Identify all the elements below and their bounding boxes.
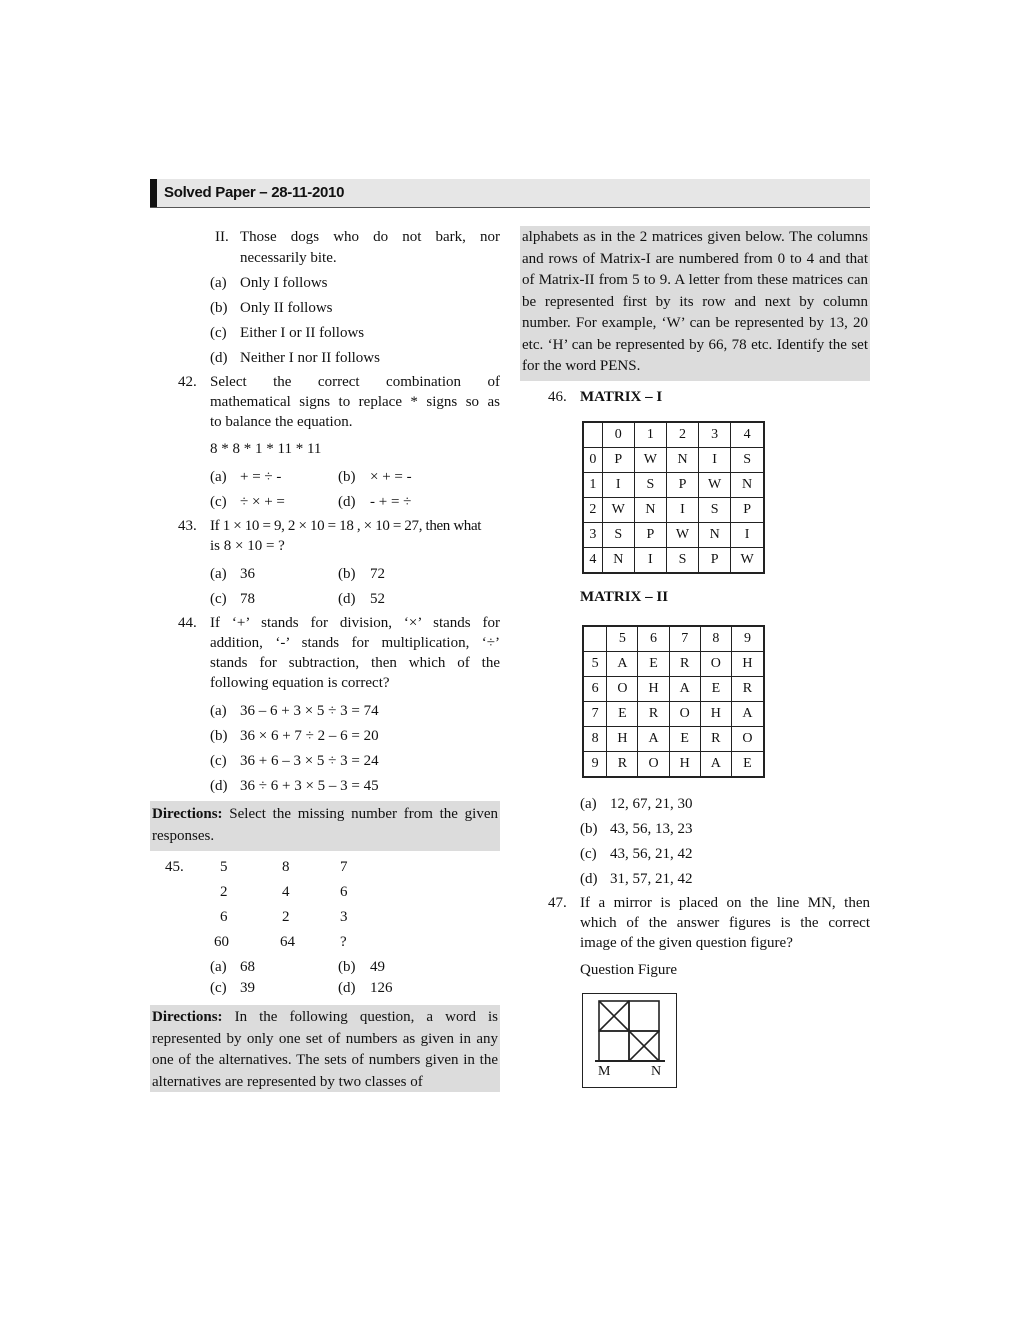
option-label: (c) [210,591,227,607]
number-cell: 60 [214,934,229,950]
directions-box [150,1005,500,1092]
matrix-cell: R [669,651,700,676]
matrix-cell: E [700,676,731,701]
option-text: 36 ÷ 6 + 3 × 5 – 3 = 45 [240,778,379,794]
question-line: If ‘+’ stands for division, ‘×’ stands for [210,615,500,631]
matrix-cell: 8 [700,626,731,651]
matrix-cell: P [602,447,634,472]
option-label: (d) [338,980,356,996]
matrix-cell: W [699,472,731,497]
matrix-cell: P [699,547,731,573]
option-text: × + = - [370,469,412,485]
matrix-cell: 9 [731,626,764,651]
number-cell: 5 [220,859,228,875]
option-text: - + = ÷ [370,494,412,510]
header-title: Solved Paper – 28-11-2010 [164,184,345,201]
statement-label: II. [215,229,229,245]
option-label: (a) [580,796,597,812]
question-line: If 1 × 10 = 9, 2 × 10 = 18 , × 10 = 27, then what [210,518,482,534]
matrix-cell: P [666,472,698,497]
option-text: ÷ × + = [240,494,285,510]
matrix-cell: 1 [634,422,666,447]
matrix-cell: W [731,547,764,573]
option-text: 31, 57, 21, 42 [610,871,693,887]
option-text: Either I or II follows [240,325,365,341]
directions-body: Select the missing number from the given responses. [152,806,498,844]
matrix-cell: S [699,497,731,522]
matrix-cell: A [607,651,638,676]
option-label: (a) [210,703,227,719]
option-text: 39 [240,980,255,996]
number-cell: 8 [282,859,290,875]
number-cell: 4 [282,884,290,900]
option-text: 36 [240,566,255,582]
matrix-cell: N [666,447,698,472]
question-line: addition, ‘-’ stands for multiplication, ‘÷’ [210,635,500,651]
matrix-cell: H [731,651,764,676]
question-line: which of the answer figures is the correct [580,915,870,931]
directions-text: alphabets as in the 2 matrices given below. The columns and rows of Matrix-I are numbered from 0 to 4 and that of Matrix-II from 5 to 9. A letter from these matrices can be represented first by its row and next by column number. For example, ‘W’ can be represented by 13, 20 etc. ‘H’ can be represented by 66, 78 etc. Identify the set for the word PENS. [522,229,868,374]
option-text: + = ÷ - [240,469,282,485]
matrix-cell: S [666,547,698,573]
matrix-cell: 5 [583,651,607,676]
option-text: 36 – 6 + 3 × 5 ÷ 3 = 74 [240,703,379,719]
statement-line: Those dogs who do not bark, nor [240,229,500,245]
option-text: 78 [240,591,255,607]
option-text: 43, 56, 21, 42 [610,846,693,862]
matrix-cell: O [700,651,731,676]
question-line: is 8 × 10 = ? [210,538,285,554]
directions-heading: Directions: [152,1009,223,1025]
option-text: 36 + 6 – 3 × 5 ÷ 3 = 24 [240,753,379,769]
question-line: mathematical signs to replace * signs so as [210,394,500,410]
option-label: (b) [210,300,228,316]
option-label: (c) [210,753,227,769]
number-cell: 6 [220,909,228,925]
option-label: (d) [338,494,356,510]
option-label: (b) [210,728,228,744]
matrix-title: MATRIX – II [580,589,669,605]
mirror-label-n: N [651,1064,662,1079]
equation: 8 * 8 * 1 * 11 * 11 [210,441,322,457]
matrix-cell: O [607,676,638,701]
directions-body: In the following question, a word is represented by only one set of numbers as given in any one of the alternatives. The sets of numbers given in the alternatives are represented by two classes of [152,1009,498,1090]
matrix-cell: A [669,676,700,701]
matrix-cell: E [638,651,669,676]
matrix-cell: N [699,522,731,547]
matrix-cell: H [669,751,700,777]
matrix-cell [583,626,607,651]
matrix-cell: I [634,547,666,573]
option-label: (c) [210,494,227,510]
matrix-cell: 2 [583,497,602,522]
matrix-cell: 7 [669,626,700,651]
matrix-cell [583,422,602,447]
matrix-cell: 4 [583,547,602,573]
mirror-label-m: M [598,1064,611,1079]
question-number: 43. [178,518,197,534]
matrix-cell: I [666,497,698,522]
matrix-cell: 2 [666,422,698,447]
directions-box-continued [520,226,870,381]
matrix-cell: I [699,447,731,472]
option-text: Neither I nor II follows [240,350,380,366]
matrix-cell: H [700,701,731,726]
matrix-cell: N [634,497,666,522]
number-cell: ? [340,934,347,950]
option-label: (c) [210,325,227,341]
matrix-cell: 5 [607,626,638,651]
question-figure [582,993,677,1088]
matrix-cell: E [731,751,764,777]
matrix-cell: N [731,472,764,497]
option-text: 12, 67, 21, 30 [610,796,693,812]
matrix-cell: R [731,676,764,701]
page-header [150,179,870,208]
option-text: Only I follows [240,275,328,291]
matrix-cell: S [634,472,666,497]
matrix-1 [582,421,765,574]
option-label: (b) [338,566,356,582]
matrix-cell: 8 [583,726,607,751]
question-number: 45. [165,859,184,875]
matrix-cell: P [634,522,666,547]
question-number: 47. [548,895,567,911]
matrix-cell: P [731,497,764,522]
directions-text [152,1007,498,1093]
question-line: image of the given question figure? [580,935,793,951]
option-label: (b) [580,821,598,837]
option-label: (a) [210,469,227,485]
question-line: to balance the equation. [210,414,353,430]
question-line: following equation is correct? [210,675,390,691]
matrix-cell: R [638,701,669,726]
matrix-cell: I [602,472,634,497]
matrix-cell: I [731,522,764,547]
matrix-cell: R [700,726,731,751]
matrix-title: MATRIX – I [580,389,663,405]
option-text: 36 × 6 + 7 ÷ 2 – 6 = 20 [240,728,379,744]
option-label: (a) [210,566,227,582]
matrix-cell: W [634,447,666,472]
matrix-cell: 9 [583,751,607,777]
option-text: 49 [370,959,385,975]
option-label: (d) [338,591,356,607]
matrix-cell: A [731,701,764,726]
matrix-cell: R [607,751,638,777]
question-line: If a mirror is placed on the line MN, then [580,895,870,911]
question-number: 42. [178,374,197,390]
matrix-cell: 0 [602,422,634,447]
matrix-cell: S [602,522,634,547]
matrix-cell: O [638,751,669,777]
directions-box [150,801,500,851]
option-label: (b) [338,469,356,485]
directions-heading: Directions: [152,806,223,822]
statement-line: necessarily bite. [240,250,337,266]
option-text: 126 [370,980,393,996]
matrix-cell: 6 [583,676,607,701]
option-label: (a) [210,275,227,291]
number-cell: 6 [340,884,348,900]
matrix-cell: 3 [583,522,602,547]
matrix-cell: A [700,751,731,777]
option-label: (c) [580,846,597,862]
question-number: 44. [178,615,197,631]
matrix-cell: W [602,497,634,522]
question-line: stands for subtraction, then which of the [210,655,500,671]
directions-text [152,804,498,847]
figure-label: Question Figure [580,962,678,978]
option-label: (d) [210,350,228,366]
matrix-cell: O [669,701,700,726]
matrix-cell: 6 [638,626,669,651]
question-number: 46. [548,389,567,405]
question-line: Select the correct combination of [210,374,500,390]
option-label: (a) [210,959,227,975]
option-text: 52 [370,591,385,607]
option-text: 72 [370,566,385,582]
matrix-cell: H [607,726,638,751]
option-text: 68 [240,959,255,975]
option-text: Only II follows [240,300,333,316]
matrix-cell: A [638,726,669,751]
matrix-cell: E [607,701,638,726]
number-cell: 64 [280,934,295,950]
header-bar [150,179,157,207]
matrix-cell: O [731,726,764,751]
option-label: (c) [210,980,227,996]
matrix-cell: W [666,522,698,547]
number-cell: 2 [220,884,228,900]
matrix-cell: 4 [731,422,764,447]
option-label: (d) [580,871,598,887]
matrix-cell: 1 [583,472,602,497]
matrix-cell: H [638,676,669,701]
matrix-cell: 3 [699,422,731,447]
matrix-cell: 0 [583,447,602,472]
matrix-2 [582,625,765,778]
matrix-cell: E [669,726,700,751]
number-cell: 3 [340,909,348,925]
matrix-cell: N [602,547,634,573]
matrix-cell: S [731,447,764,472]
number-cell: 7 [340,859,348,875]
matrix-cell: 7 [583,701,607,726]
option-text: 43, 56, 13, 23 [610,821,693,837]
option-label: (b) [338,959,356,975]
number-cell: 2 [282,909,290,925]
option-label: (d) [210,778,228,794]
question-figure-drawing [583,994,676,1087]
